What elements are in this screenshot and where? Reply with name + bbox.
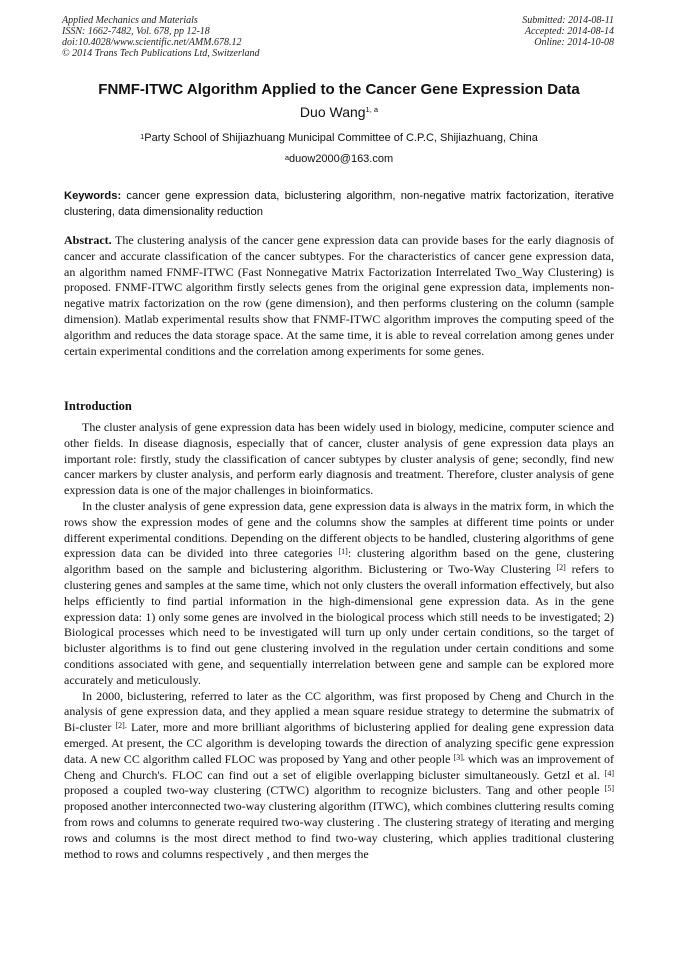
journal-name: Applied Mechanics and Materials xyxy=(62,15,198,26)
keywords-label: Keywords: xyxy=(64,190,122,202)
author-marks: 1, a xyxy=(365,105,379,114)
citation: [2]. xyxy=(115,721,127,731)
submitted-date: Submitted: 2014-08-11 xyxy=(522,15,614,26)
abstract-block xyxy=(64,233,614,359)
paragraph-3-text-a: In 2000, biclustering, referred to later as the CC algorithm, was first proposed by Cheng and Church in the analysis of gene expression data, and they applied a mean square residue strategy to determine the submatrix of Bi-cluster xyxy=(64,688,614,735)
paragraph-3-text-d: proposed a coupled two-way clustering (CTWC) algorithm to recognize biclusters. Tang and other people xyxy=(64,783,605,798)
author-line xyxy=(40,103,638,121)
paragraph-3-text-b: Later, more and more brilliant algorithms of biclustering applied for dealing gene expression data emerged. At present, the CC algorithm is developing towards the direction of analyzing specific gene expression data. A new CC algorithm called FLOC was proposed by Yang and other people xyxy=(64,720,614,766)
paragraph-3-text-c: which was an improvement of Cheng and Church's. FLOC can find out a set of eligible overlapping bicluster simultaneously. Getzl et al. xyxy=(64,751,614,782)
email-mark: a xyxy=(284,153,290,162)
keywords-text: cancer gene expression data, biclustering algorithm, non-negative matrix factorization, iterative clustering, data dimensionality reduction xyxy=(64,190,614,218)
paragraph-2 xyxy=(64,499,614,689)
author-email xyxy=(40,152,638,167)
paragraph-1 xyxy=(64,420,614,499)
paragraph-1-text: The cluster analysis of gene expression data has been widely used in biology, medicine, computer science and other fields. In disease diagnosis, especially that of cancer, cluster analysis of gene expression data plays an important role: firstly, study the classification of cancer subtypes by cluster analysis of gene; secondly, find new cancer markers by cluster analysis, and perform early diagnosis and treatment. Therefore, cluster analysis of gene expression data is one of the major challenges in bioinformatics. xyxy=(64,420,614,498)
citation: [2] xyxy=(556,563,566,573)
paragraph-3 xyxy=(64,689,614,863)
journal-header-left xyxy=(62,15,260,59)
section-heading-introduction: Introduction xyxy=(64,399,132,413)
paragraph-2-text-c: refers to clustering genes and samples at the same time, which not only clusters the overall information effectively, but also helps efficiently to find partial information in the high-dimensional gene expression data. As in the gene expression data: 1) only some genes are involved in the biological process which still needs to be investigated; 2) Biological processes which need to be investigated will turn up only under certain conditions, so the target of bicluster algorithms is to find out gene clustering involved in the regulation under certain conditions and some conditions associated with gene, and sequentially interrelation between gene and sample can be explored more accurately and meticulously. xyxy=(64,562,614,687)
introduction-body xyxy=(64,420,614,862)
paragraph-3-text-e: proposed another interconnected two-way clustering algorithm (ITWC), which combines cluttering results coming from rows and columns to generate required two-way clustering . The clustering strategy of iterating and merging rows and columns is the most direct method to find two-way clustering, which applies traditional clustering method to rows and columns respectively , and then merges the xyxy=(64,799,614,861)
abstract-label: Abstract. xyxy=(64,233,112,247)
journal-copyright: © 2014 Trans Tech Publications Ltd, Switzerland xyxy=(62,48,260,59)
paragraph-2-text-a: In the cluster analysis of gene expression data, gene expression data is always in the matrix form, in which the rows show the expression modes of gene and the columns show the samples at different time points or under different experimental conditions. Depending on the different objects to be handled, clustering algorithms of gene expression data can be divided into three categories xyxy=(64,498,614,561)
accepted-date: Accepted: 2014-08-14 xyxy=(524,26,614,37)
email-address[interactable]: duow2000@163.com xyxy=(289,153,394,165)
abstract-text: The clustering analysis of the cancer gene expression data can provide bases for the early diagnosis of cancer and accurate classification of the cancer subtypes. For the characteristics of cancer gene expression data, an algorithm named FNMF-ITWC (Fast Nonnegative Matrix Factorization Interrelated Two_Way Clustering) is proposed. FNMF-ITWC algorithm firstly selects genes from the original gene expression data, implements non-negative matrix factorization on the row (gene dimension), and then performs clustering on the column (sample dimension). Matlab experimental results show that FNMF-ITWC algorithm improves the computing speed of the algorithm and reduces the data storage space. At the same time, it is able to reveal correlation among genes under certain experimental conditions and the correlation among experiments for some genes. xyxy=(64,233,614,358)
affiliation-mark: 1 xyxy=(140,132,145,141)
journal-issn: ISSN: 1662-7482, Vol. 678, pp 12-18 xyxy=(62,26,210,37)
keywords-block xyxy=(64,189,614,220)
citation: [4] xyxy=(604,768,614,778)
author-name: Duo Wang xyxy=(299,104,366,120)
affiliation-text: Party School of Shijiazhuang Municipal Committee of C.P.C, Shijiazhuang, China xyxy=(144,132,538,144)
paragraph-2-text-b: : clustering algorithm based on the gene, clustering algorithm based on the sample and biclustering algorithm. Biclustering or Two-Way Clustering xyxy=(64,546,614,577)
paper-title: FNMF-ITWC Algorithm Applied to the Cancer Gene Expression Data xyxy=(98,81,580,98)
online-date: Online: 2014-10-08 xyxy=(534,37,614,48)
citation: [3], xyxy=(453,752,465,762)
citation: [5] xyxy=(604,784,614,794)
journal-doi[interactable]: doi:10.4028/www.scientific.net/AMM.678.12 xyxy=(62,37,242,48)
affiliation xyxy=(40,131,638,146)
citation: [1] xyxy=(338,547,348,557)
journal-header-right xyxy=(522,15,614,48)
